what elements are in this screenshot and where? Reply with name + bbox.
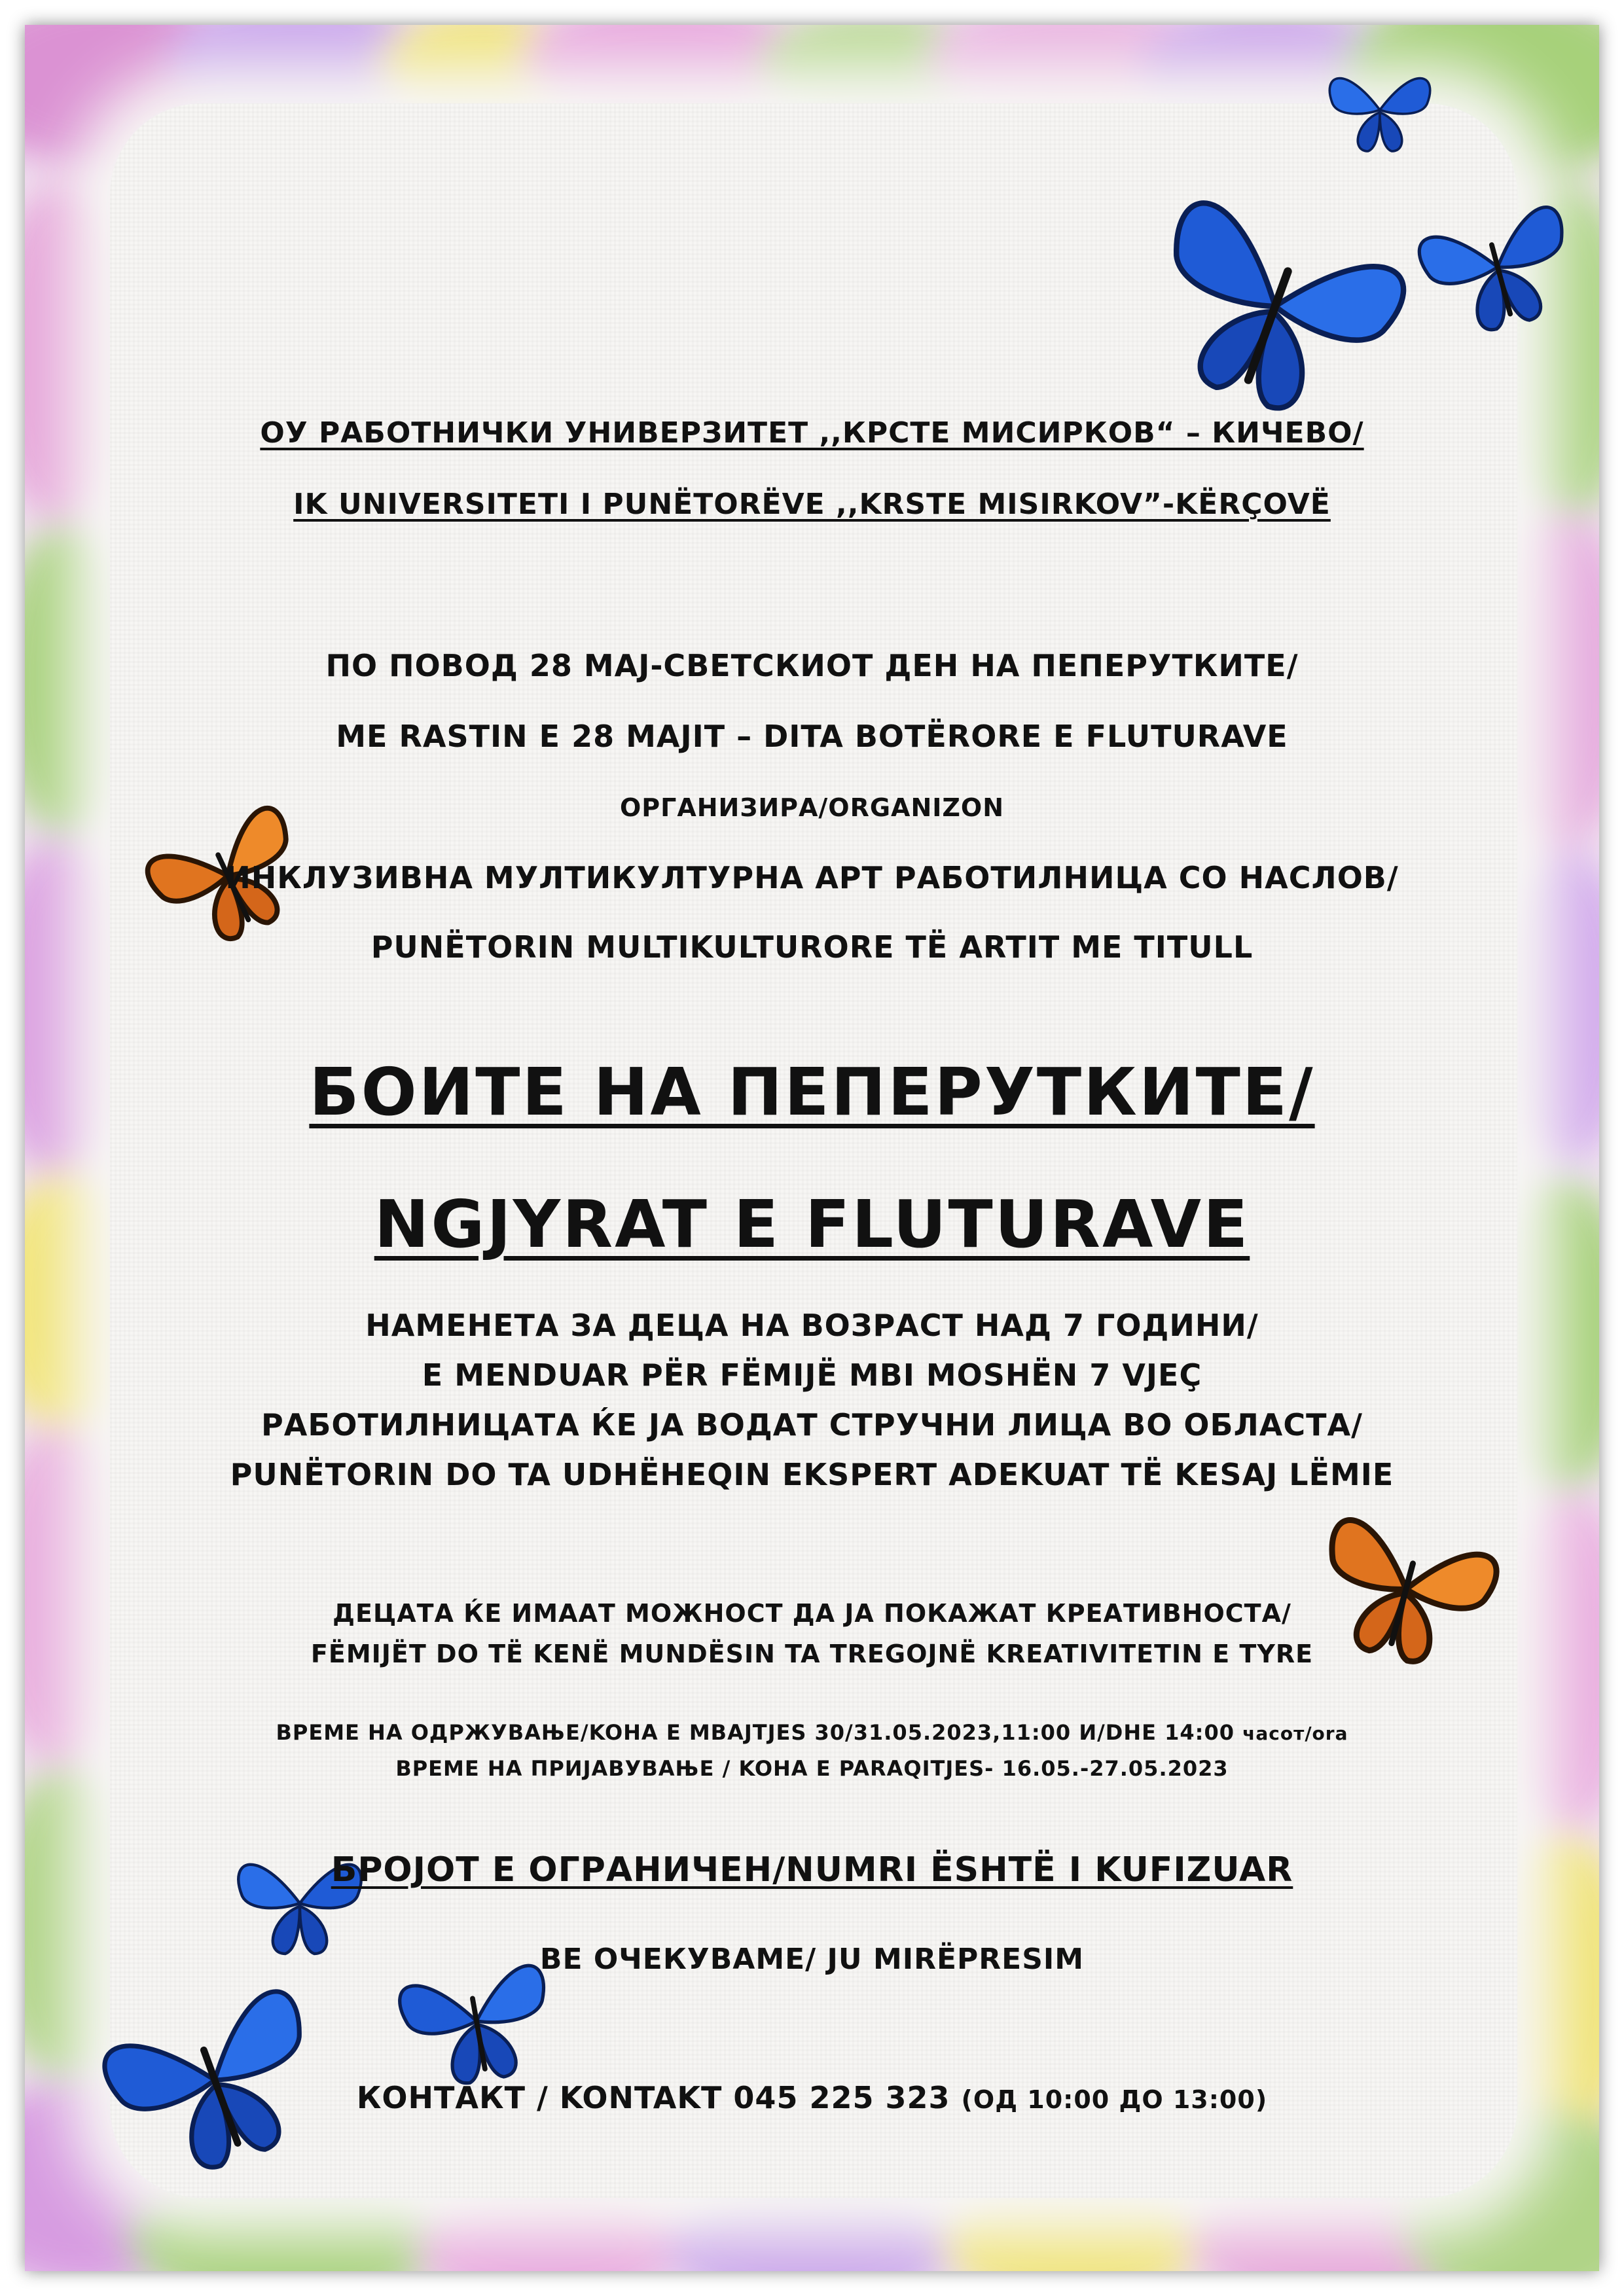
workshop-line-sq: PUNËTORIN MULTIKULTURORE TË ARTIT ME TITULL (370, 929, 1254, 965)
schedule-held (0, 1720, 1624, 1745)
welcome-text: ВЕ ОЧЕКУВАМЕ/ JU MIRËPRESIM (539, 1943, 1085, 1976)
institution-line-mk: ОУ РАБОТНИЧКИ УНИВЕРЗИТЕТ ,,КРСТЕ МИСИРКОВ“ – КИЧЕВО/ (260, 416, 1364, 450)
audience-line-2: E MENDUAR PËR FËMIJË MBI MOSHËN 7 VJEÇ (422, 1357, 1202, 1393)
schedule-held-text: ВРЕМЕ НА ОДРЖУВАЊЕ/KOHA E MBAJTJES 30/31.05.2023,11:00 И/DHE 14:00 (276, 1720, 1235, 1745)
poster (25, 25, 1599, 2271)
title-sq: NGJYRAT E FLUTURAVE (374, 1186, 1250, 1263)
title-mk: БОИТЕ НА ПЕПЕРУТКИТЕ/ (309, 1054, 1315, 1130)
creativity-line-mk: ДЕЦАТА ЌЕ ИМААТ МОЖНОСТ ДА ЈА ПОКАЖАТ КРЕАТИВНОСТА/ (333, 1599, 1291, 1628)
contact-line (0, 2080, 1624, 2115)
blue-butterfly-icon (1321, 51, 1439, 169)
schedule-held-units: часот/ora (1242, 1723, 1348, 1744)
limited-notice: БРОЈОТ Е ОГРАНИЧЕН/NUMRI ËSHTË I KUFIZUAR (331, 1850, 1293, 1890)
blue-butterfly-icon (1138, 169, 1413, 444)
workshop-line-mk: ИНКЛУЗИВНА МУЛТИКУЛТУРНА АРТ РАБОТИЛНИЦА СО НАСЛОВ/ (225, 860, 1399, 895)
occasion-line-mk: ПО ПОВОД 28 МАЈ-СВЕТСКИОТ ДЕН НА ПЕПЕРУТКИТЕ/ (325, 648, 1299, 683)
blue-butterfly-icon (1413, 182, 1583, 352)
creativity-line-sq: FËMIJËT DO TË KENË MUNDËSIN TA TREGOJNË KREATIVITETIN E TYRE (310, 1640, 1314, 1668)
contact-hours: (ОД 10:00 ДО 13:00) (961, 2085, 1268, 2114)
schedule-registration: ВРЕМЕ НА ПРИЈАВУВАЊЕ / KOHA E PARAQITJES- 16.05.-27.05.2023 (395, 1756, 1229, 1781)
contact-label: КОНТАКТ / KONTAKT 045 225 323 (356, 2080, 950, 2115)
occasion-line-sq: ME RASTIN E 28 MAJIT – DITA BOTËRORE E FLUTURAVE (336, 719, 1288, 754)
audience-line-1: НАМЕНЕТА ЗА ДЕЦА НА ВОЗРАСТ НАД 7 ГОДИНИ/ (365, 1308, 1259, 1343)
institution-line-sq: IK UNIVERSITETI I PUNËTORËVE ,,KRSTE MISIRKOV”-KËRÇOVË (293, 488, 1331, 521)
audience-line-4: PUNËTORIN DO TA UDHËHEQIN EKSPERT ADEKUAT TË KESAJ LËMIE (230, 1457, 1394, 1492)
audience-line-3: РАБОТИЛНИЦАТА ЌЕ ЈА ВОДАТ СТРУЧНИ ЛИЦА ВО ОБЛАСТА/ (261, 1407, 1363, 1443)
organizes-label: ОРГАНИЗИРА/ORGANIZON (619, 793, 1005, 822)
